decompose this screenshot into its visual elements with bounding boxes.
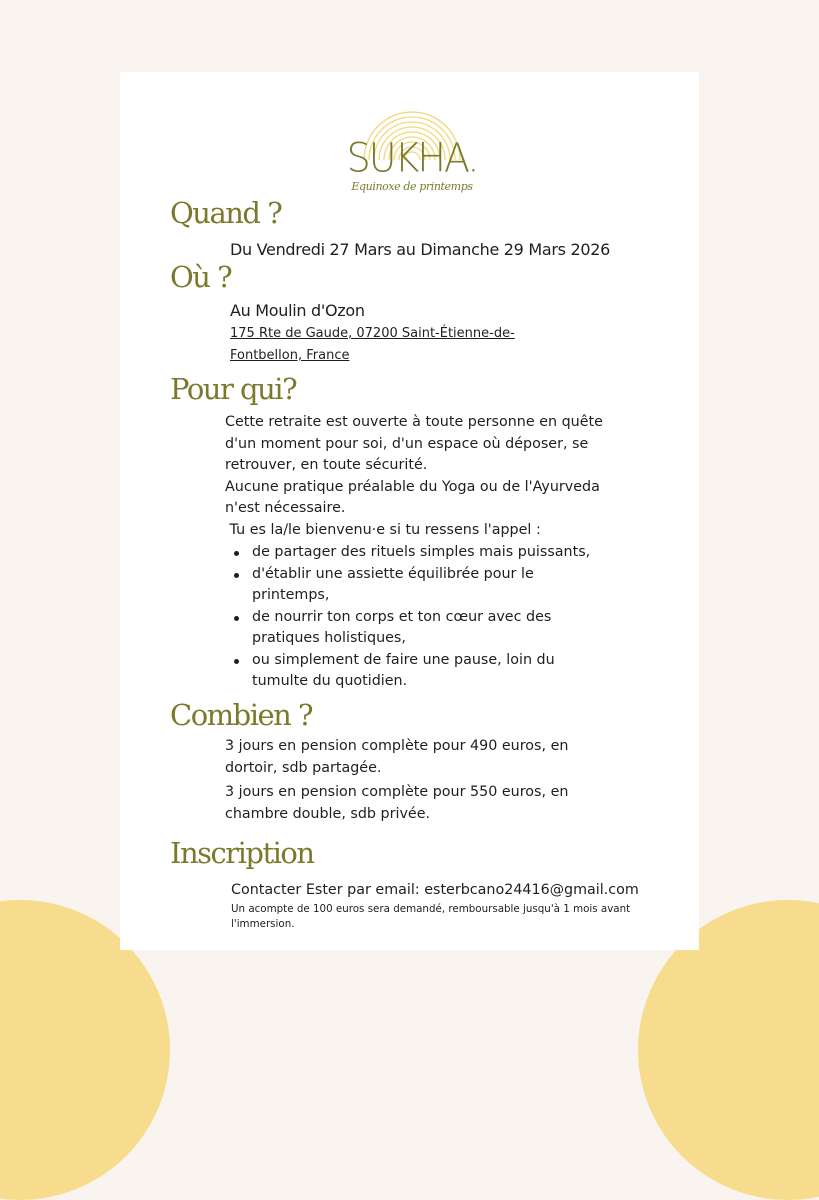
- heading-ou: Où ?: [170, 260, 232, 294]
- price-line: dortoir, sdb partagée.: [225, 759, 382, 776]
- deposit-note: [231, 902, 630, 932]
- heading-quand: Quand ?: [170, 196, 282, 230]
- pour-qui-line: Tu es la/le bienvenu·e si tu ressens l'appel :: [225, 521, 541, 538]
- flyer-card: [120, 72, 699, 950]
- logo-subtitle: Equinoxe de printemps: [351, 180, 473, 193]
- list-item: d'établir une assiette équilibrée pour le printemps,: [230, 564, 567, 607]
- contact-line: [231, 880, 639, 902]
- price-option-2: [225, 782, 568, 825]
- deposit-note-line: l'immersion.: [231, 918, 295, 930]
- pour-qui-line: n'est nécessaire.: [225, 500, 346, 516]
- price-line: 3 jours en pension complète pour 550 euros, en: [225, 784, 569, 800]
- heading-inscription: Inscription: [170, 836, 314, 870]
- list-item: de partager des rituels simples mais puissants,: [230, 542, 632, 564]
- deposit-note-line: Un acompte de 100 euros sera demandé, remboursable jusqu'à 1 mois avant: [231, 903, 631, 915]
- pour-qui-paragraph: [225, 412, 603, 541]
- pour-qui-line: retrouver, en toute sécurité.: [225, 457, 428, 473]
- list-item: de nourrir ton corps et ton cœur avec des pratiques holistiques,: [230, 607, 587, 650]
- venue-name: Au Moulin d'Ozon: [230, 301, 365, 320]
- contact-label: Contacter Ester par email:: [231, 882, 425, 898]
- sukha-logo: [342, 100, 482, 196]
- pour-qui-line: Cette retraite est ouverte à toute personne en quête: [225, 414, 603, 430]
- dates-text: Du Vendredi 27 Mars au Dimanche 29 Mars 2026: [230, 240, 610, 259]
- pour-qui-bullet-list: [230, 542, 630, 693]
- price-option-1: [225, 736, 568, 779]
- heading-combien: Combien ?: [170, 698, 313, 732]
- price-line: 3 jours en pension complète pour 490 euros, en: [225, 738, 569, 754]
- logo-wordmark: SUKHA.: [346, 134, 478, 182]
- address-line-2[interactable]: Fontbellon, France: [230, 348, 350, 363]
- address-line-1[interactable]: 175 Rte de Gaude, 07200 Saint-Étienne-de-: [230, 326, 515, 341]
- price-line: chambre double, sdb privée.: [225, 805, 431, 822]
- pour-qui-line: d'un moment pour soi, d'un espace où déposer, se: [225, 435, 589, 452]
- pour-qui-line: Aucune pratique préalable du Yoga ou de l'Ayurveda: [225, 478, 600, 495]
- heading-pour-qui: Pour qui?: [170, 372, 297, 406]
- venue-address[interactable]: [230, 322, 515, 366]
- email-link[interactable]: esterbcano24416@gmail.com: [424, 882, 639, 898]
- list-item: ou simplement de faire une pause, loin du tumulte du quotidien.: [230, 650, 582, 693]
